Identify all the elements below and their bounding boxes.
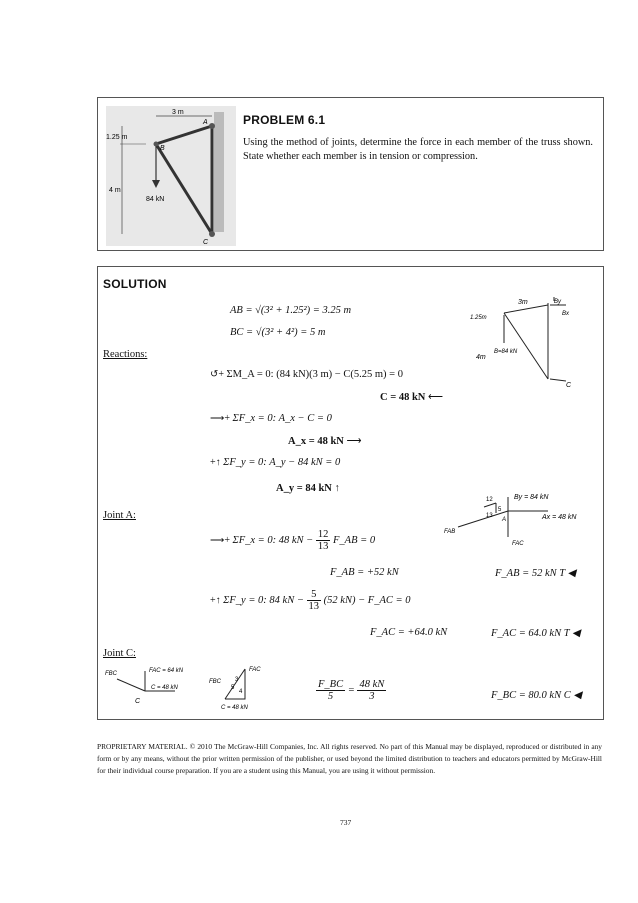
res-c: C = 48 kN bbox=[380, 392, 426, 403]
problem-box bbox=[97, 97, 604, 251]
tri-fac: FAC bbox=[249, 667, 261, 673]
fraction-fbc-5 bbox=[316, 679, 345, 702]
eq-c-row bbox=[316, 679, 386, 702]
copyright-footer: PROPRIETARY MATERIAL. © 2010 The McGraw-Hill Companies, Inc. All rights reserved. No part of this Manual may be displayed, reproduced or distributed in any form or by any means, without the prior written permission of the publisher, or used beyond the limited distribution to teachers and educators permitted by McGraw-Hill for their individual course preparation. If you are a student using this Manual, you are using it without permission. bbox=[97, 742, 602, 775]
joint-c-fbc: FBC bbox=[105, 671, 117, 677]
tri-fbc: FBC bbox=[209, 679, 221, 685]
res-ay: A_y = 84 kN bbox=[276, 483, 332, 494]
tri-c: C = 48 kN bbox=[221, 705, 248, 711]
eq-a-fy-right: (52 kN) − F_AC = 0 bbox=[323, 594, 411, 606]
equals-sign: = bbox=[347, 684, 358, 696]
arrow-right-icon: ⟶ bbox=[346, 436, 362, 447]
joint-a-fac: FAC bbox=[512, 541, 524, 547]
joint-c-fac: FAC = 64 kN bbox=[149, 668, 184, 674]
eq-fx: ΣF_x = 0: A_x − C = 0 bbox=[232, 413, 332, 424]
frac-den: 13 bbox=[308, 601, 320, 612]
eq-a-fx-row bbox=[210, 529, 375, 552]
frac-den: 3 bbox=[369, 691, 375, 702]
node-b-label: B bbox=[160, 145, 165, 152]
eq-a-fx-right: F_AB = 0 bbox=[333, 534, 376, 546]
eq-a-fx-left: ΣF_x = 0: 48 kN − bbox=[232, 534, 314, 546]
dim-top-label: 3 m bbox=[172, 109, 184, 116]
tri-4: 4 bbox=[239, 689, 243, 695]
problem-statement: Using the method of joints, determine the force in each member of the truss shown. State whether each member is in tension or compression. bbox=[243, 137, 593, 162]
page-number: 737 bbox=[340, 818, 352, 827]
joint-a-A: A bbox=[502, 517, 507, 523]
sketch-by: By bbox=[554, 299, 562, 305]
node-a-label: A bbox=[203, 119, 208, 126]
up-positive-icon: +↑ bbox=[210, 457, 224, 468]
fraction-12-13 bbox=[316, 529, 331, 552]
eq-fy-row bbox=[210, 457, 340, 468]
reactions-label: Reactions: bbox=[103, 349, 148, 360]
fraction-48-3 bbox=[357, 679, 386, 702]
eq-a-fy-row bbox=[210, 589, 410, 612]
load-label: 84 kN bbox=[146, 196, 165, 203]
ccw-moment-icon: ↺+ bbox=[210, 369, 227, 380]
res-c-row bbox=[380, 391, 443, 403]
sketch-bx: Bx bbox=[562, 311, 570, 317]
ans-fab-row bbox=[495, 567, 576, 579]
sketch-h2: 4m bbox=[476, 354, 486, 361]
res-ax-row bbox=[288, 435, 362, 447]
sketch-load: B=84 kN bbox=[494, 349, 518, 355]
sketch-dim: 3m bbox=[518, 299, 528, 306]
joint-c-c: C = 48 kN bbox=[151, 685, 178, 691]
res-ay-row bbox=[276, 483, 340, 494]
dim-lower-label: 4 m bbox=[109, 187, 121, 194]
joint-a-13: 13 bbox=[486, 513, 493, 519]
free-body-sketch bbox=[466, 297, 578, 389]
answer-marker-icon: ◀ bbox=[567, 568, 576, 579]
sketch-h1: 1.25m bbox=[470, 315, 487, 321]
joint-a-12: 12 bbox=[486, 497, 493, 503]
eq-moment-row bbox=[210, 369, 403, 380]
answer-marker-icon: ◀ bbox=[571, 628, 581, 639]
frac-num: 12 bbox=[317, 529, 329, 540]
joint-c-sketch bbox=[103, 665, 283, 715]
joint-a-fab: FAB bbox=[444, 529, 456, 535]
frac-num: 5 bbox=[307, 589, 322, 601]
eq-a-fy-left: ΣF_y = 0: 84 kN − bbox=[223, 594, 304, 606]
eq-fx-row bbox=[210, 413, 332, 424]
joint-c-label: Joint C: bbox=[103, 648, 136, 659]
wall bbox=[214, 112, 224, 232]
res-ax: A_x = 48 kN bbox=[288, 436, 344, 447]
arrow-left-icon: ⟵ bbox=[428, 392, 444, 403]
truss-figure bbox=[106, 106, 236, 246]
eq-fy: ΣF_y = 0: A_y − 84 kN = 0 bbox=[223, 457, 341, 468]
solution-box bbox=[97, 266, 604, 720]
joint-a-label: Joint A: bbox=[103, 510, 136, 521]
joint-a-5: 5 bbox=[498, 507, 502, 513]
eq-bc: BC = √(3² + 4²) = 5 m bbox=[230, 327, 326, 338]
joint-a-ax: Ax = 48 kN bbox=[542, 514, 577, 521]
solution-heading: SOLUTION bbox=[103, 277, 167, 291]
eq-moment: ΣM_A = 0: (84 kN)(3 m) − C(5.25 m) = 0 bbox=[226, 369, 403, 380]
right-positive-icon: ⟶+ bbox=[210, 534, 233, 546]
answer-marker-icon: ◀ bbox=[573, 690, 582, 701]
dim-upper-label: 1.25 m bbox=[106, 134, 128, 141]
arrow-up-icon: ↑ bbox=[334, 483, 340, 494]
ans-fac-row bbox=[491, 627, 580, 639]
joint-a-by: By = 84 kN bbox=[514, 494, 549, 501]
frac-den: 5 bbox=[327, 691, 334, 702]
ans-fac: F_AC = 64.0 kN T bbox=[491, 628, 570, 639]
ans-fbc-row bbox=[491, 689, 581, 701]
problem-title: PROBLEM 6.1 bbox=[243, 113, 326, 127]
sketch-c: C bbox=[566, 382, 572, 389]
frac-num: 48 kN bbox=[359, 679, 385, 690]
frac-den: 13 bbox=[317, 541, 329, 552]
tri-3: 3 bbox=[235, 677, 239, 683]
frac-num: F_BC bbox=[318, 679, 344, 690]
fraction-5-13 bbox=[307, 589, 322, 612]
right-positive-icon: ⟶+ bbox=[210, 413, 233, 424]
joint-c-C: C bbox=[135, 698, 141, 705]
ans-fbc: F_BC = 80.0 kN C bbox=[491, 690, 571, 701]
res-fab: F_AB = +52 kN bbox=[330, 567, 399, 578]
res-fac: F_AC = +64.0 kN bbox=[370, 627, 448, 638]
joint-a-sketch bbox=[438, 489, 598, 549]
tri-5: 5 bbox=[231, 685, 235, 691]
up-positive-icon: +↑ bbox=[210, 594, 224, 606]
ans-fab: F_AB = 52 kN T bbox=[495, 568, 565, 579]
node-c-label: C bbox=[203, 239, 209, 246]
eq-ab: AB = √(3² + 1.25²) = 3.25 m bbox=[230, 305, 352, 316]
